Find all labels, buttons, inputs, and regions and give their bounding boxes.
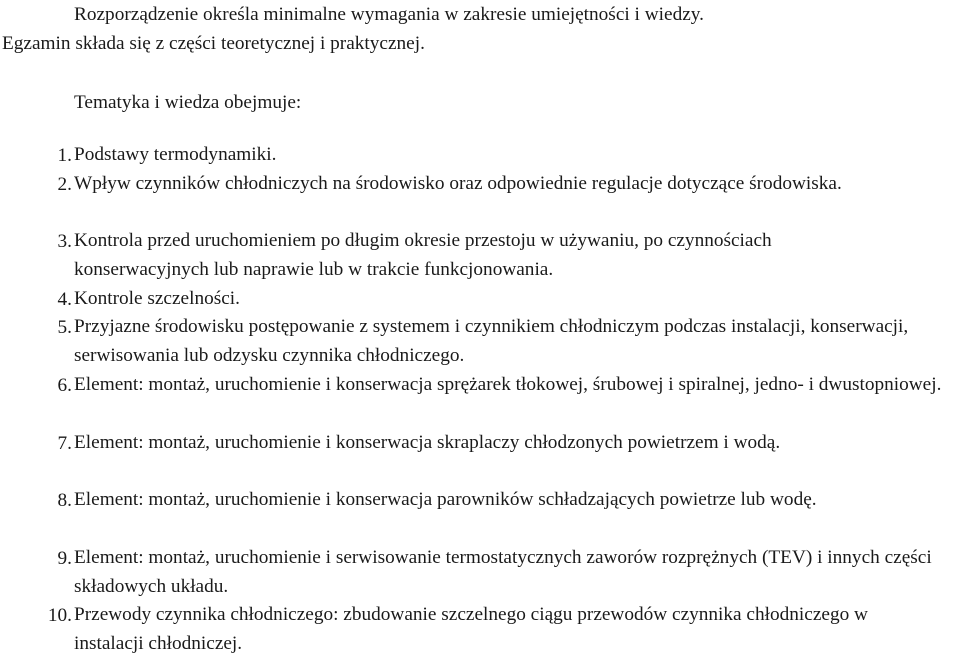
list-item-text: Kontrola przed uruchomieniem po długim okresie przestoju w używaniu, po czynnościach konserwacyjnych lub naprawie lub w trakcie funkcjonowania. [74,230,772,281]
list-item-text: Wpływ czynników chłodniczych na środowisko oraz odpowiednie regulacje dotyczące środowiska. [74,173,842,194]
topics-heading: Tematyka i wiedza obejmuje: [74,92,302,113]
list-item-number: 4. [57,289,72,310]
intro-line-1: Rozporządzenie określa minimalne wymagania w zakresie umiejętności i wiedzy. [74,4,704,25]
list-item-number: 10. [47,605,72,626]
list-item-number: 7. [57,433,72,454]
list-item-text: Element: montaż, uruchomienie i konserwacja sprężarek tłokowej, śrubowej i spiralnej, jedno- i dwustopniowej. [74,374,942,395]
list-item-number: 9. [57,548,72,569]
list-item-text: Element: montaż, uruchomienie i serwisowanie termostatycznych zaworów rozprężnych (TEV) i innych części składowych układu. [74,547,932,598]
intro-line-2: Egzamin składa się z części teoretycznej i praktycznej. [2,33,425,54]
list-item-number: 5. [57,317,72,338]
list-item-number: 6. [57,375,72,396]
list-item-text: Przyjazne środowisku postępowanie z systemem i czynnikiem chłodniczym podczas instalacji, konserwacji, serwisowania lub odzysku czynnika chłodniczego. [74,316,909,367]
list-item-text: Kontrole szczelności. [74,288,240,309]
list-item-text: Podstawy termodynamiki. [74,144,277,165]
list-item-number: 2. [57,174,72,195]
list-item-number: 1. [57,145,72,166]
list-item-number: 3. [57,231,72,252]
list-item-number: 8. [57,490,72,511]
list-item-text: Element: montaż, uruchomienie i konserwacja skraplaczy chłodzonych powietrzem i wodą. [74,432,781,453]
list-item-text: Przewody czynnika chłodniczego: zbudowanie szczelnego ciągu przewodów czynnika chłodniczego w instalacji chłodniczej. [74,604,868,655]
list-item-text: Element: montaż, uruchomienie i konserwacja parowników schładzających powietrze lub wodę. [74,489,817,510]
